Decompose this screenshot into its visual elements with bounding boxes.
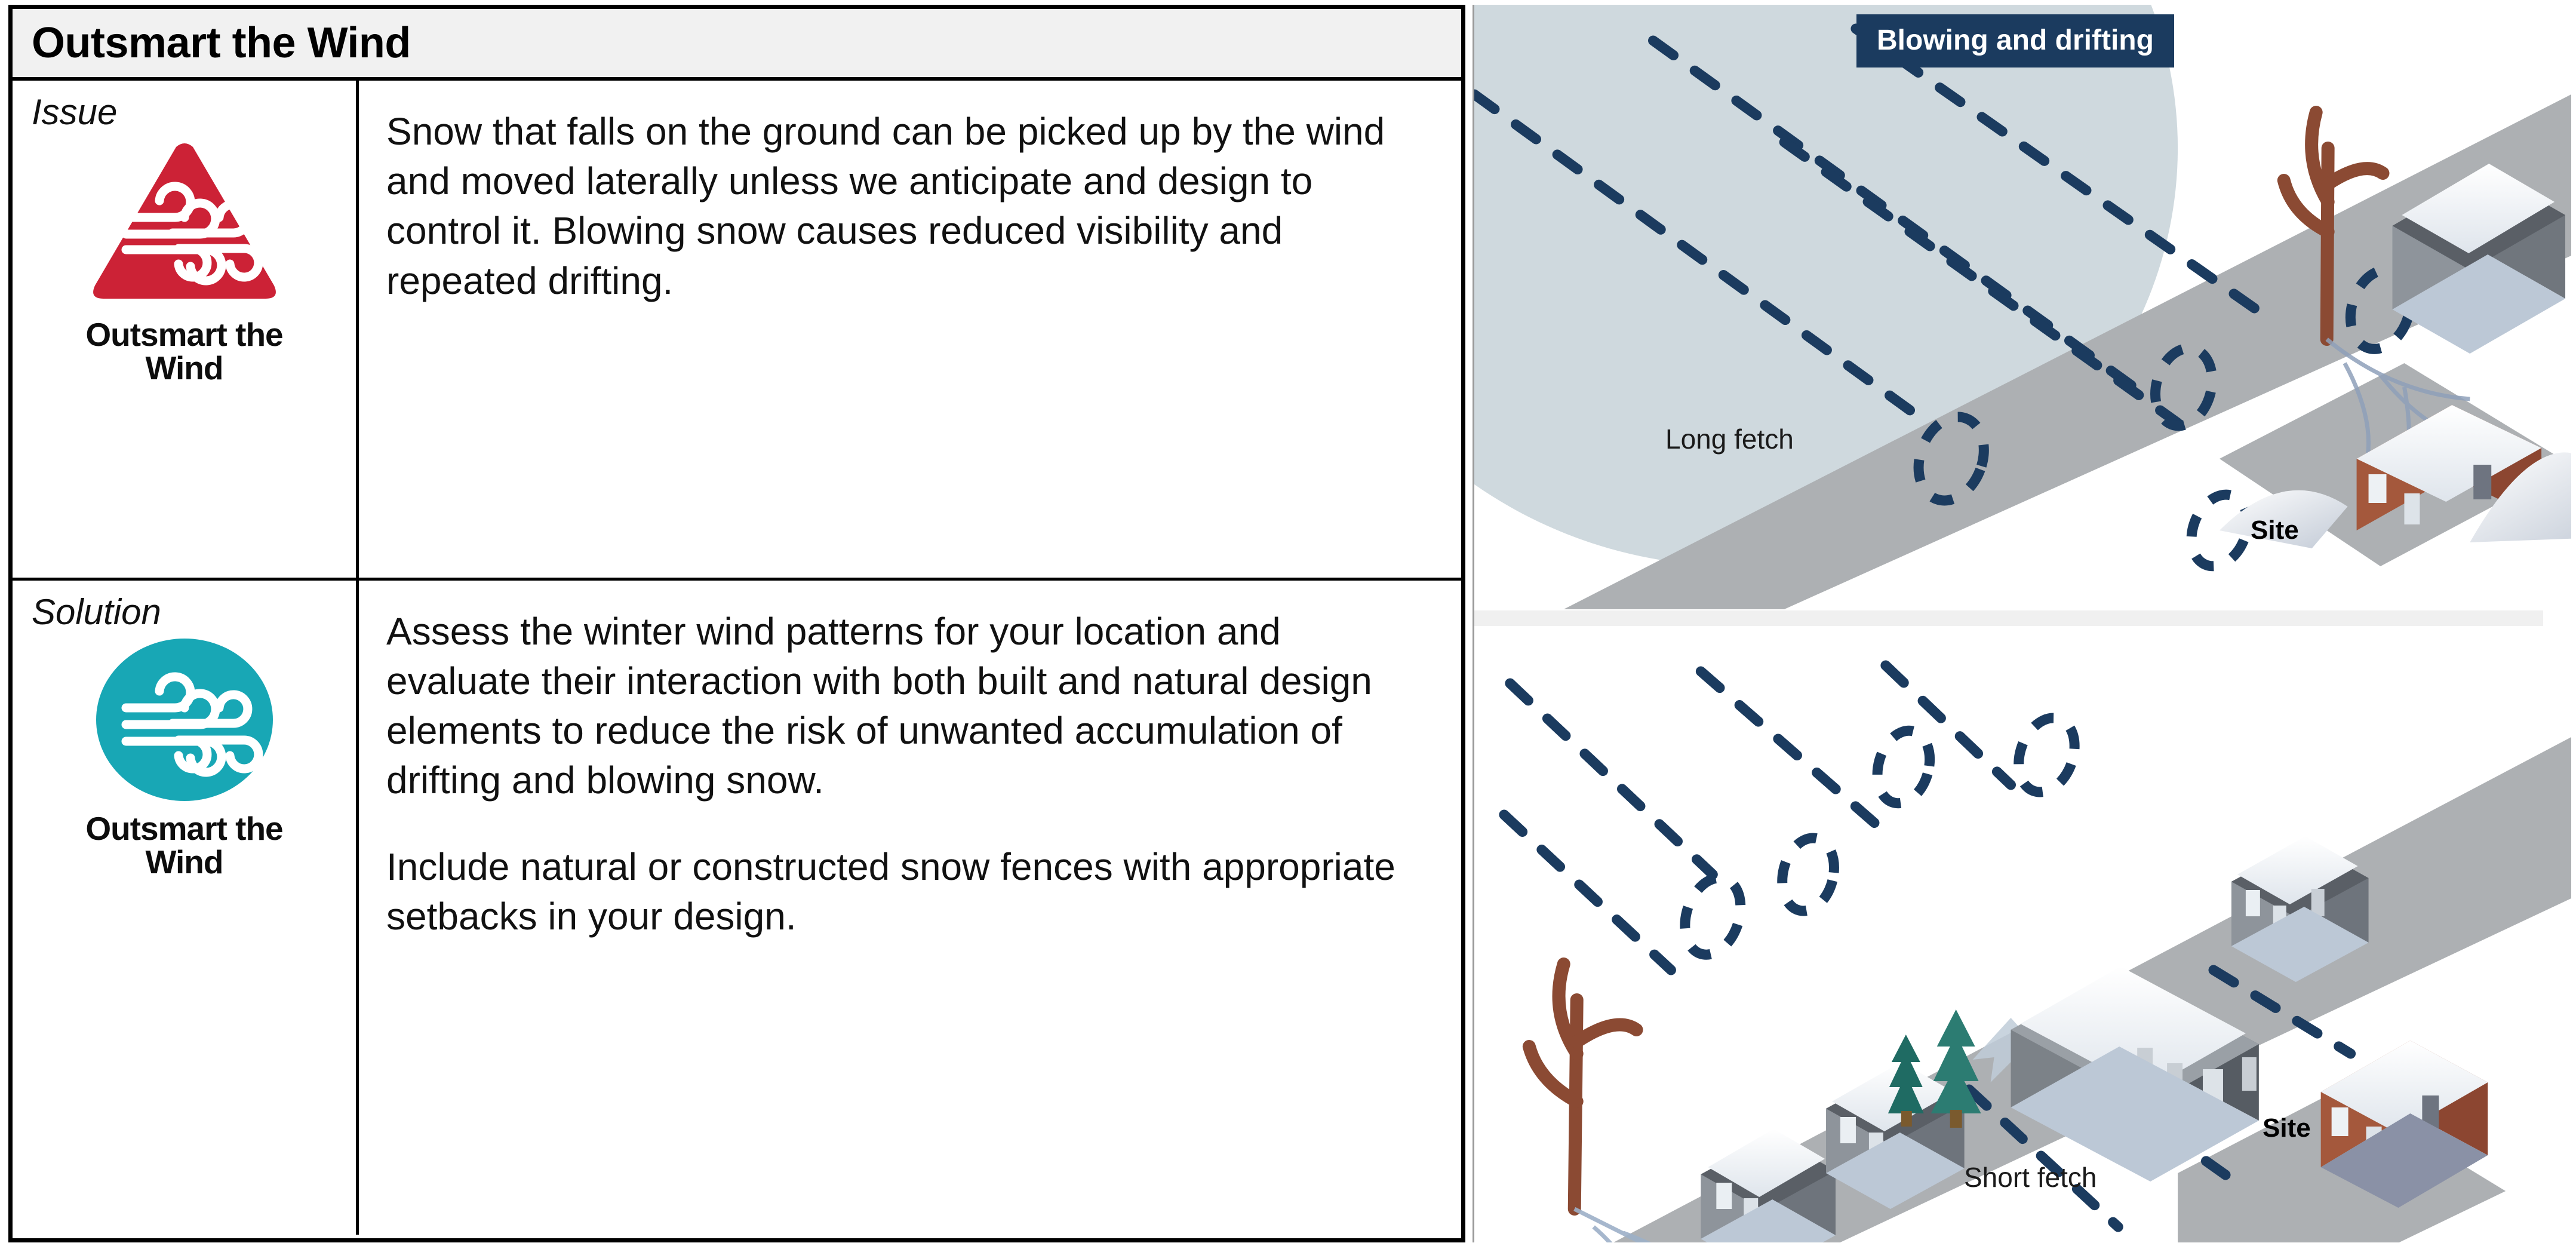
- solution-badge: [85, 636, 282, 879]
- issue-caption-line2: Wind: [145, 349, 223, 387]
- solution-text-cell: [359, 581, 1461, 1235]
- wind-warning-triangle-icon: [89, 136, 280, 309]
- solution-caption-line1: Outsmart the: [85, 809, 283, 847]
- solution-paragraph-2: Include natural or constructed snow fences with appropriate setbacks in your design.: [386, 845, 1395, 938]
- issue-label-cell: [13, 81, 359, 578]
- solution-label-cell: [13, 581, 359, 1235]
- long-fetch-diagram: [1474, 5, 2571, 609]
- wind-eddies: [1676, 710, 2084, 962]
- issue-solution-table: [8, 5, 1465, 1242]
- row-label-solution: Solution: [32, 591, 161, 632]
- solution-badge-caption: [85, 809, 283, 880]
- table-header-row: [13, 9, 1461, 81]
- table-row: [13, 581, 1461, 1235]
- site-label-top: Site: [2251, 515, 2299, 545]
- illustration-long-fetch: [1474, 5, 2571, 609]
- table-row: [13, 81, 1461, 581]
- illustration-short-fetch: [1474, 636, 2571, 1242]
- short-fetch-label: Short fetch: [1964, 1162, 2097, 1193]
- solution-paragraph-1: Assess the winter wind patterns for your location and evaluate their interaction with both built and natural design elements to reduce the risk of unwanted accumulation of drifting and blowing snow.: [386, 609, 1372, 802]
- short-fetch-diagram: [1474, 636, 2571, 1242]
- wind-circle-icon: [95, 636, 274, 803]
- issue-badge-caption: [85, 318, 282, 385]
- table-body: [13, 81, 1461, 1235]
- wind-flow-lines: [1504, 665, 2011, 970]
- issue-caption-line1: Outsmart the: [85, 316, 283, 353]
- issue-paragraph: Snow that falls on the ground can be picked up by the wind and moved laterally unless we anticipate and design to control it. Blowing snow causes reduced visibility and repeated drifting.: [386, 110, 1385, 302]
- issue-text-cell: [359, 81, 1461, 578]
- row-label-issue: Issue: [32, 92, 118, 132]
- issue-badge: [85, 136, 282, 385]
- long-fetch-label: Long fetch: [1665, 424, 1794, 455]
- blowing-drifting-banner: Blowing and drifting: [1856, 14, 2174, 67]
- solution-caption-line2: Wind: [145, 843, 223, 880]
- illustration-column: [1473, 5, 2571, 1242]
- page-title: Outsmart the Wind: [32, 19, 411, 67]
- panel-separator: [1474, 610, 2543, 626]
- bare-tree: [1529, 964, 1637, 1209]
- site-label-bottom: Site: [2263, 1113, 2311, 1143]
